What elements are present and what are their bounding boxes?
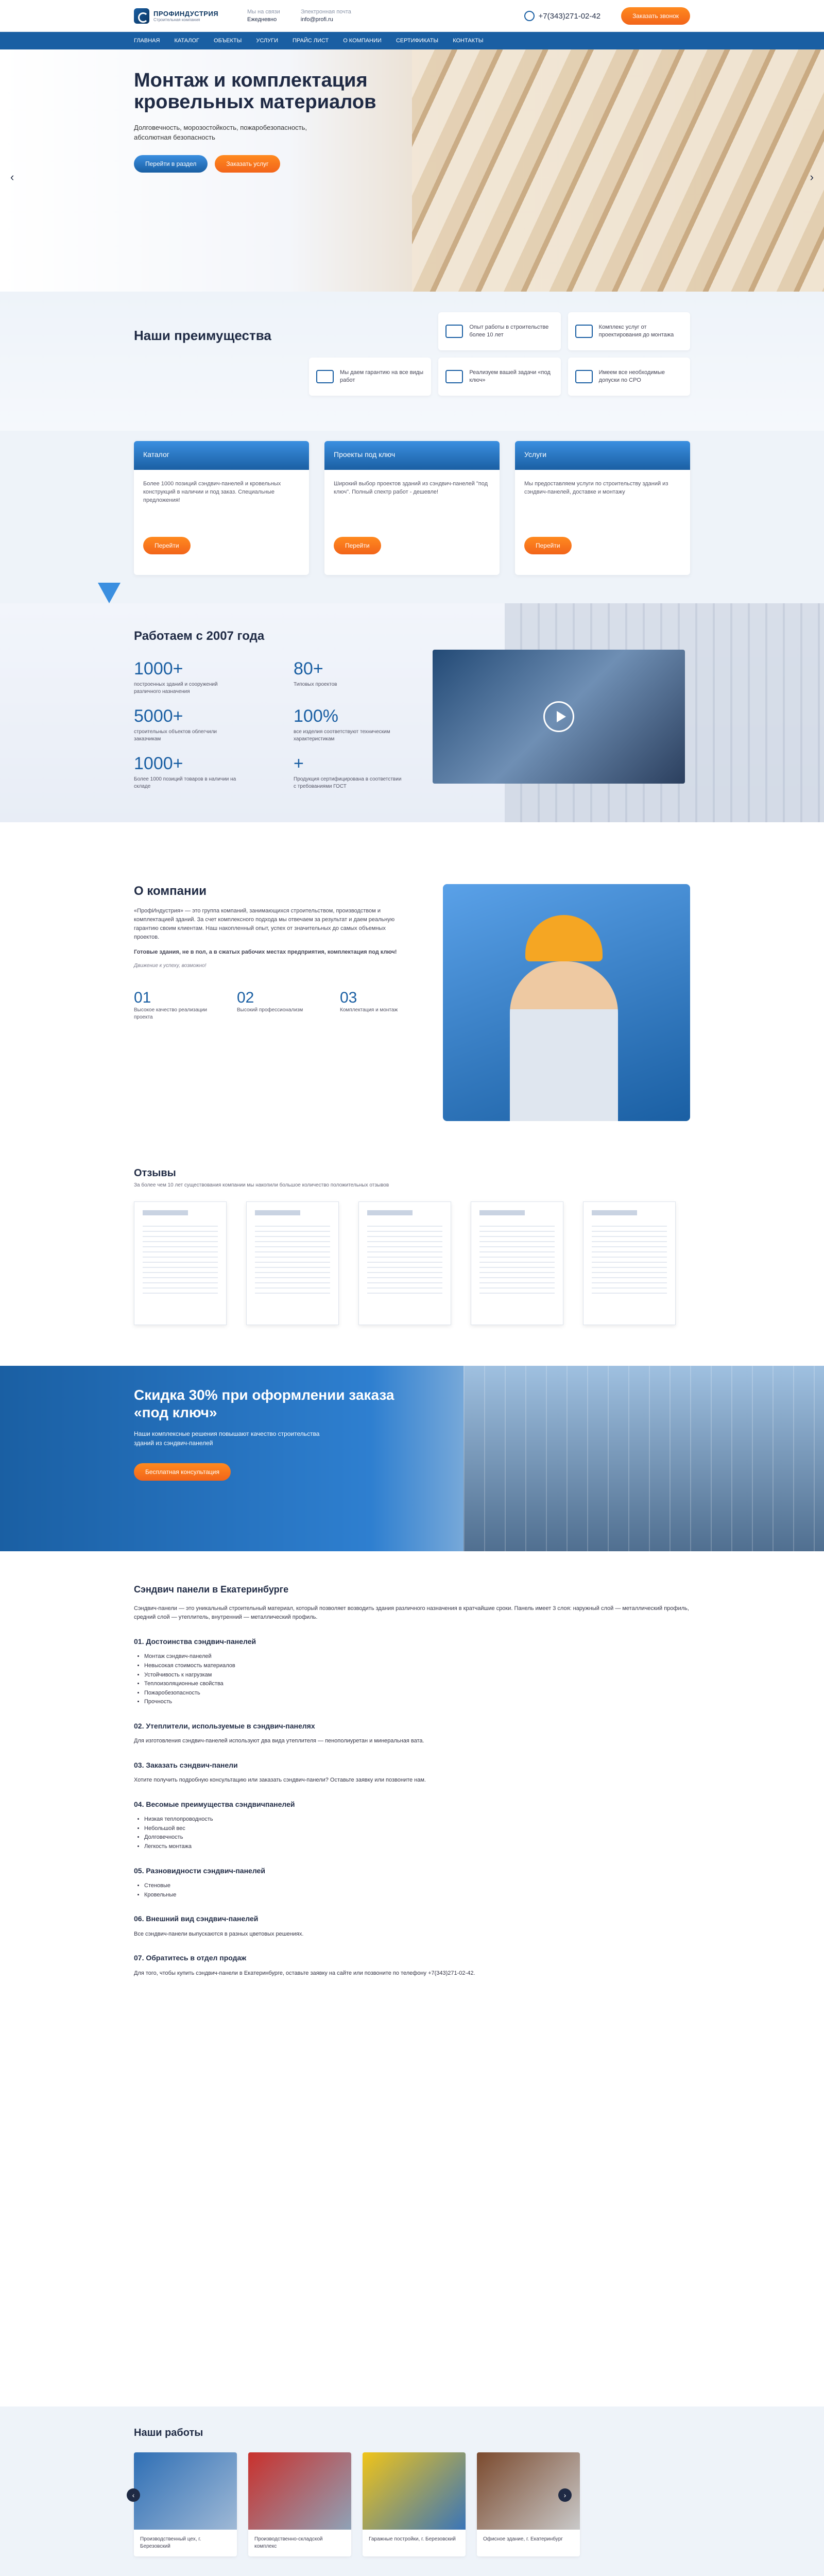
promo-text: Наши комплексные решения повышают качество строительства зданий из сэндвич-панелей [134,1430,320,1447]
article-heading: 05. Разновидности сэндвич-панелей [134,1866,265,1875]
logo[interactable] [134,8,227,24]
video-player[interactable] [433,650,685,784]
stat-item: + Продукция сертифицирована в соответствии с требованиями ГОСТ [294,754,402,789]
hero-title: Монтаж и комплектация кровельных материалов [134,70,376,113]
article-heading: 06. Внешний вид сэндвич-панелей [134,1914,259,1923]
review-letter[interactable] [134,1201,227,1325]
feature-icon [316,370,334,383]
hero-next-icon[interactable]: › [810,171,814,183]
category-go-button[interactable]: Перейти [524,537,572,554]
category-card[interactable]: Услуги Мы предоставляем услуги по строительству зданий из сэндвич-панелей, доставке и монтажу Перейти [515,441,690,575]
main-nav [0,32,824,49]
article-paragraph: Для того, чтобы купить сэндвич-панели в Екатеринбурге, оставьте заявку на сайте или позвоните по телефону +7(343)271-02-42. [134,1970,475,1976]
work-card[interactable]: Производственный цех, г. Березовский [134,2452,237,2556]
article-paragraph: Хотите получить подробную консультацию или заказать сэндвич-панели? Оставьте заявку или позвоните нам. [134,1777,426,1784]
article-list: • Стеновые • Кровельные [144,1882,690,1900]
hero-section-button[interactable]: Перейти в раздел [134,155,208,173]
reviews-text: За более чем 10 лет существования компании мы накопили большое количество положительных отзывов [134,1182,389,1188]
review-letter[interactable] [358,1201,451,1325]
logo-icon [134,8,149,24]
feature-card: Имеем все необходимые допуски по СРО [568,358,690,396]
about-text: «ПрофИндустрия» — это группа компаний, занимающихся строительством, производством и комплектацией зданий. За счет комплексного подхода мы отвечаем за результат и даем реальную гарантию своим клиентам. Наш накопленный опыт, успех от значительных до самых объемных проектов. [134,908,395,941]
play-icon[interactable] [543,701,574,732]
hero [0,49,824,292]
about-point: 03 Комплектация и монтаж [340,989,398,1013]
feature-card: Реализуем вашей задачи «под ключ» [438,358,560,396]
article-section [0,1551,824,2406]
nav-item[interactable]: ОБЪЕКТЫ [214,38,242,44]
feature-card: Мы даем гарантию на все виды работ [309,358,431,396]
nav-item[interactable]: СЕРТИФИКАТЫ [396,38,439,44]
nav-item[interactable]: ПРАЙС ЛИСТ [293,38,329,44]
nav-item[interactable]: О КОМПАНИИ [343,38,382,44]
hero-prev-icon[interactable]: ‹ [10,171,14,183]
article-title: Сэндвич панели в Екатеринбурге [134,1584,289,1595]
article-list: • Монтаж сэндвич-панелей • Невысокая стоимость материалов • Устойчивость к нагрузкам • Теплоизоляционные свойства • Пожаробезопасность • Прочность [144,1652,690,1707]
work-card[interactable]: Гаражные постройки, г. Березовский [363,2452,466,2556]
article-intro: Сэндвич-панели — это уникальный строительный материал, который позволяет возводить здания различного назначения в кратчайшие сроки. Панель имеет 3 слоя: наружный слой — металлический профиль, средний слой — утеплитель, внутренний — металлический профиль. [134,1605,689,1621]
email[interactable]: Электронная почта info@profi.ru [300,9,351,23]
category-card[interactable]: Каталог Более 1000 позиций сэндвич-панелей и кровельных конструкций в наличии и под заказ. Специальные предложения! Перейти [134,441,309,575]
feature-icon [575,325,593,338]
consultation-button[interactable]: Бесплатная консультация [134,1463,231,1481]
logo-tag: Строительная компания [153,18,200,22]
article-heading: 03. Заказать сэндвич-панели [134,1760,238,1769]
about-text-bold: Готовые здания, не в пол, а в сжатых рабочих местах предприятия, комплектация под ключ! [134,949,397,956]
article-heading: 02. Утеплители, используемые в сэндвич-панелях [134,1721,315,1730]
work-card[interactable]: Производственно-складской комплекс [248,2452,351,2556]
article-paragraph: Для изготовления сэндвич-панелей используют два вида утеплителя — пенополиуретан и минеральная вата. [134,1738,424,1744]
about-quote: Движение к успеху, возможно! [134,963,207,969]
review-letter[interactable] [246,1201,339,1325]
about-image [443,884,690,1121]
category-section [0,431,824,603]
works-next-icon[interactable]: › [558,2488,572,2502]
stat-item: 5000+ строительных объектов облегчили заказчикам [134,706,217,742]
works-prev-icon[interactable]: ‹ [127,2488,140,2502]
stat-item: 1000+ построенных зданий и сооружений различного назначения [134,659,218,694]
nav-item[interactable]: УСЛУГИ [256,38,278,44]
stat-item: 1000+ Более 1000 позиций товаров в наличии на складе [134,754,236,789]
feature-card: Опыт работы в строительстве более 10 лет [438,312,560,350]
category-go-button[interactable]: Перейти [334,537,381,554]
article-paragraph: Все сэндвич-панели выпускаются в разных цветовых решениях. [134,1930,304,1937]
about-section [0,822,824,1162]
article-heading: 07. Обратитесь в отдел продаж [134,1954,247,1962]
article-heading: 04. Весомые преимущества сэндвичпанелей [134,1800,295,1808]
decor-triangle [98,583,121,603]
phone-icon [524,11,535,21]
reviews-section [0,1162,824,1366]
nav-item[interactable]: КАТАЛОГ [174,38,200,44]
about-title: О компании [134,884,207,898]
review-letter[interactable] [471,1201,563,1325]
article-list: • Низкая теплопроводность • Небольшой вес • Долговечность • Легкость монтажа [144,1815,690,1851]
header-phone[interactable]: +7(343)271-02-42 [524,11,601,21]
feature-icon [575,370,593,383]
work-card[interactable]: Офисное здание, г. Екатеринбург [477,2452,580,2556]
category-go-button[interactable]: Перейти [143,537,191,554]
work-hours: Мы на связи Ежедневно [247,9,280,23]
callback-button[interactable]: Заказать звонок [621,7,690,25]
stats-section [0,603,824,822]
category-card[interactable]: Проекты под ключ Широкий выбор проектов зданий из сэндвич-панелей "под ключ". Полный спектр работ - дешевле! Перейти [324,441,500,575]
feature-card: Комплекс услуг от проектирования до монтажа [568,312,690,350]
features-title: Наши преимущества [134,328,271,343]
article-heading: 01. Достоинства сэндвич-панелей [134,1637,256,1646]
works-section [0,2406,824,2576]
feature-icon [445,325,463,338]
header [0,0,824,32]
nav-item[interactable]: ГЛАВНАЯ [134,38,160,44]
promo-title: Скидка 30% при оформлении заказа «под ключ» [134,1387,394,1420]
features-section [0,292,824,431]
hero-text: Долговечность, морозостойкость, пожаробезопасность, абсолютная безопасность [134,123,307,142]
about-point: 02 Высокий профессионализм [237,989,303,1013]
hero-order-button[interactable]: Заказать услуг [215,155,280,173]
feature-icon [445,370,463,383]
promo-banner [0,1366,824,1551]
reviews-title: Отзывы [134,1167,176,1179]
logo-name: ПРОФИНДУСТРИЯ [153,10,219,18]
review-letter[interactable] [583,1201,676,1325]
stat-item: 100% все изделия соответствуют техническим характеристикам [294,706,390,742]
stat-item: 80+ Типовых проектов [294,659,337,687]
nav-item[interactable]: КОНТАКТЫ [453,38,484,44]
about-point: 01 Высокое качество реализации проекта [134,989,207,1020]
stats-title: Работаем с 2007 года [134,629,265,643]
works-title: Наши работы [134,2427,203,2438]
